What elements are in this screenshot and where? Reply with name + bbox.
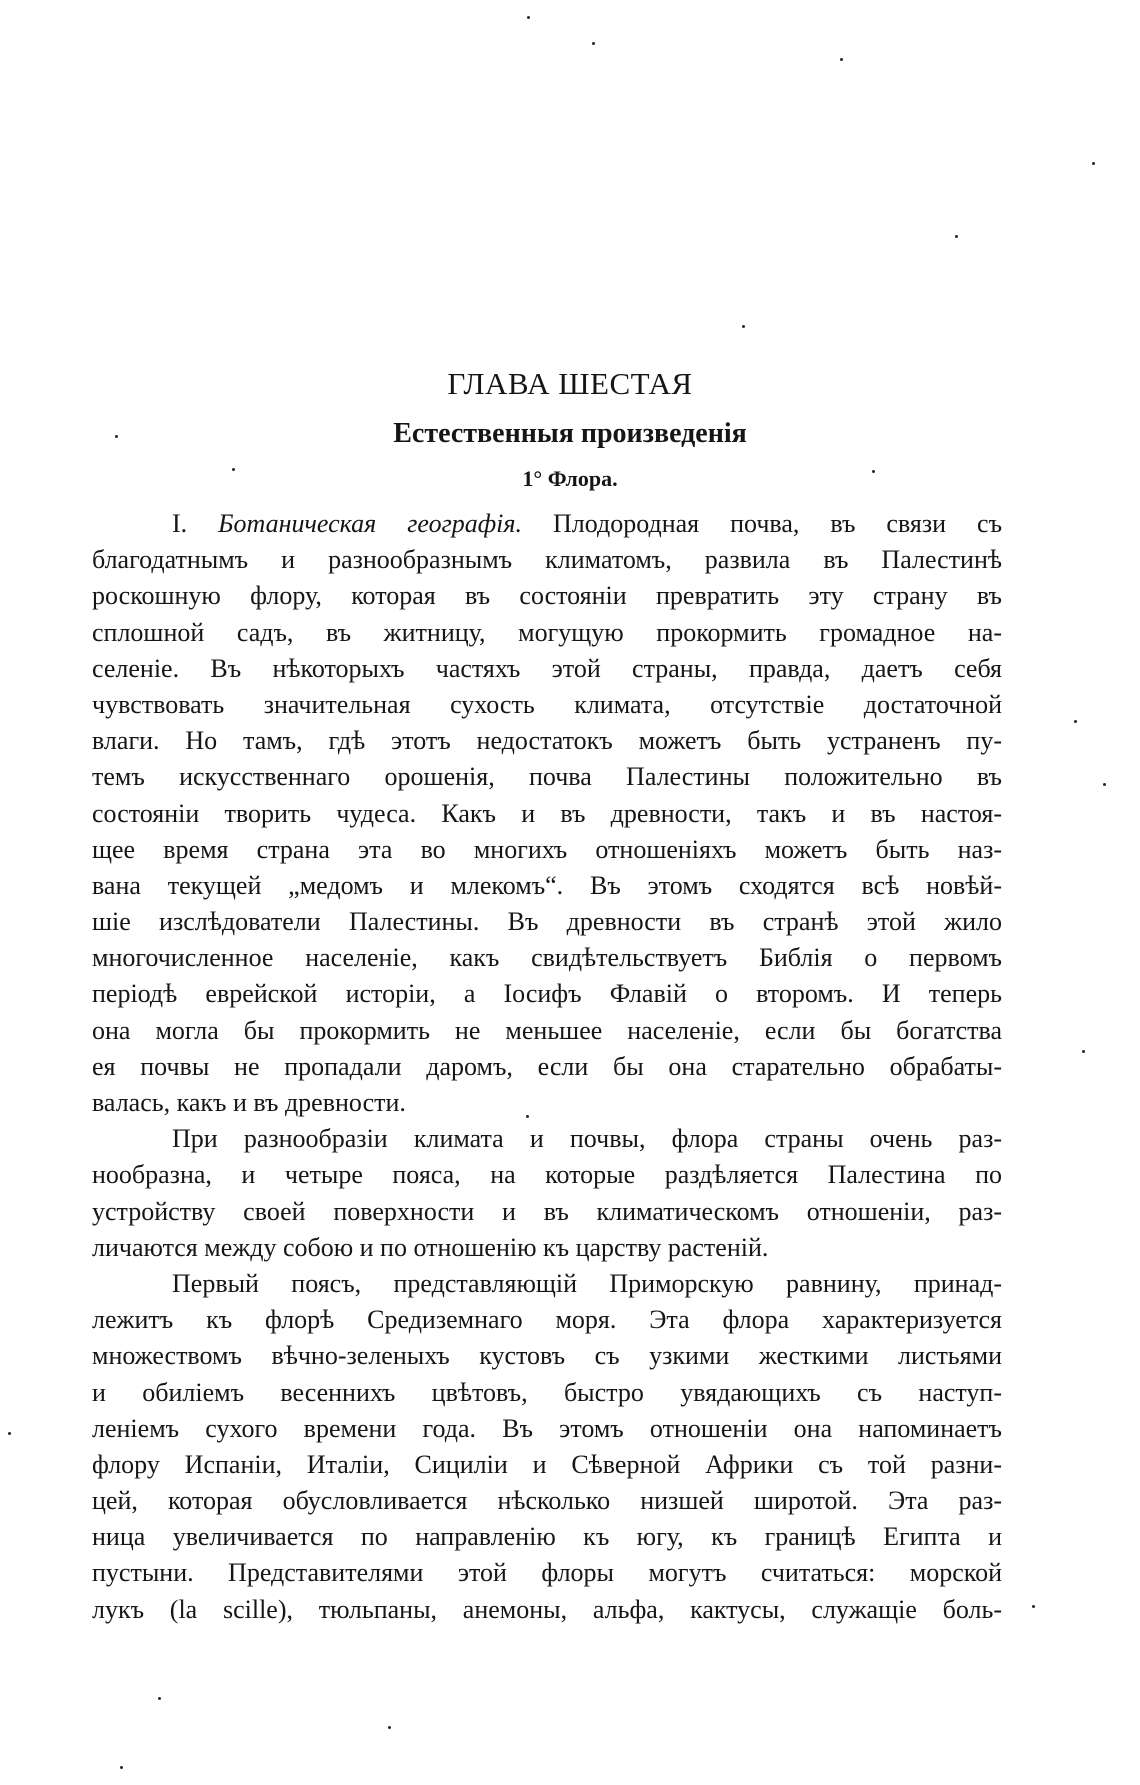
scan-speck (955, 235, 958, 238)
text-line: она могла бы прокормить не меньшее населеніе, если бы богатства (92, 1015, 1002, 1045)
scan-speck (1082, 1050, 1085, 1053)
text-line: сплошной садъ, въ житницу, могущую прокормить громадное на- (92, 617, 1002, 647)
text-line: лукъ (la scille), тюльпаны, анемоны, альфа, кактусы, служащіе боль- (92, 1594, 1002, 1624)
text-line: вана текущей „медомъ и млекомъ“. Въ этомъ сходятся всѣ новѣй- (92, 870, 1002, 900)
scan-speck (1074, 720, 1077, 723)
subsection-title: 1° Флора. (522, 466, 618, 491)
scan-speck (232, 468, 235, 471)
scan-speck (158, 1697, 161, 1700)
scan-speck (840, 58, 843, 61)
text-line: и обиліемъ весеннихъ цвѣтовъ, быстро увядающихъ съ наступ- (92, 1377, 1002, 1407)
chapter-title: ГЛАВА ШЕСТАЯ (447, 366, 693, 401)
scan-speck (872, 470, 875, 473)
text-line: роскошную флору, которая въ состояніи превратить эту страну въ (92, 581, 1002, 611)
text-line: влаги. Но тамъ, гдѣ этотъ недостатокъ можетъ быть устраненъ пу- (92, 726, 1002, 756)
text-line: пустыни. Представителями этой флоры могутъ считаться: морской (92, 1558, 1002, 1588)
text-line: ница увеличивается по направленію къ югу, къ границѣ Египта и (92, 1522, 1002, 1552)
text-line: валась, какъ и въ древности. (92, 1088, 406, 1117)
paragraph-number: I. (172, 509, 188, 538)
scan-speck (388, 1726, 391, 1729)
text-line: многочисленное населеніе, какъ свидѣтельствуетъ Библія о первомъ (92, 943, 1002, 973)
text-line: цей, которая обусловливается нѣсколько низшей широтой. Эта раз- (92, 1486, 1002, 1516)
text-line: Первый поясъ, представляющій Приморскую равнину, принад- (172, 1268, 1002, 1298)
text-line: благодатнымъ и разнообразнымъ климатомъ, развила въ Палестинѣ (92, 545, 1002, 575)
text-line: шіе изслѣдователи Палестины. Въ древности въ странѣ этой жило (92, 907, 1002, 937)
scan-speck (526, 1115, 529, 1118)
text-line: селеніе. Въ нѣкоторыхъ частяхъ этой страны, правда, даетъ себя (92, 653, 1002, 683)
text-line: состояніи творить чудеса. Какъ и въ древности, такъ и въ настоя- (92, 798, 1002, 828)
text-line: періодѣ еврейской исторіи, а Іосифъ Флавій о второмъ. И теперь (92, 979, 1002, 1009)
text-line: флору Испаніи, Италіи, Сициліи и Сѣверной Африки съ той разни- (92, 1449, 1002, 1479)
text-line: ея почвы не пропадали даромъ, если бы она старательно обрабаты- (92, 1051, 1002, 1081)
text-line: щее время страна эта во многихъ отношеніяхъ можетъ быть наз- (92, 834, 1002, 864)
text-fragment: Плодородная почва, въ связи съ (552, 509, 1003, 538)
scan-speck (120, 1766, 123, 1769)
scan-speck (1092, 162, 1095, 165)
text-line: чувствовать значительная сухость климата, отсутствіе достаточной (92, 689, 1002, 719)
scan-speck (1032, 1605, 1035, 1608)
scan-speck (1103, 783, 1106, 786)
text-line: устройству своей поверхности и въ климатическомъ отношеніи, раз- (92, 1196, 1002, 1226)
lead-in-title: Ботаническая географія. (218, 509, 522, 538)
text-line: лежитъ къ флорѣ Средиземнаго моря. Эта флора характеризуется (92, 1305, 1002, 1335)
text-line: нообразна, и четыре пояса, на которые раздѣляется Палестина по (92, 1160, 1002, 1190)
text-line (92, 506, 1002, 542)
text-line: личаются между собою и по отношенію къ царству растеній. (92, 1232, 769, 1262)
scan-speck (742, 325, 745, 328)
scan-speck (115, 435, 118, 438)
text-line: леніемъ сухого времени года. Въ этомъ отношеніи она напоминаетъ (92, 1413, 1002, 1443)
scan-speck (527, 16, 530, 19)
scan-speck (592, 42, 595, 45)
scan-speck (8, 1432, 11, 1435)
section-title: Естественныя произведенія (393, 418, 747, 449)
text-line: множествомъ вѣчно-зеленыхъ кустовъ съ узкими жесткими листьями (92, 1341, 1002, 1371)
text-line: темъ искусственнаго орошенія, почва Палестины положительно въ (92, 762, 1002, 792)
body-text (92, 506, 1002, 1628)
text-line: При разнообразіи климата и почвы, флора страны очень раз- (172, 1124, 1002, 1154)
